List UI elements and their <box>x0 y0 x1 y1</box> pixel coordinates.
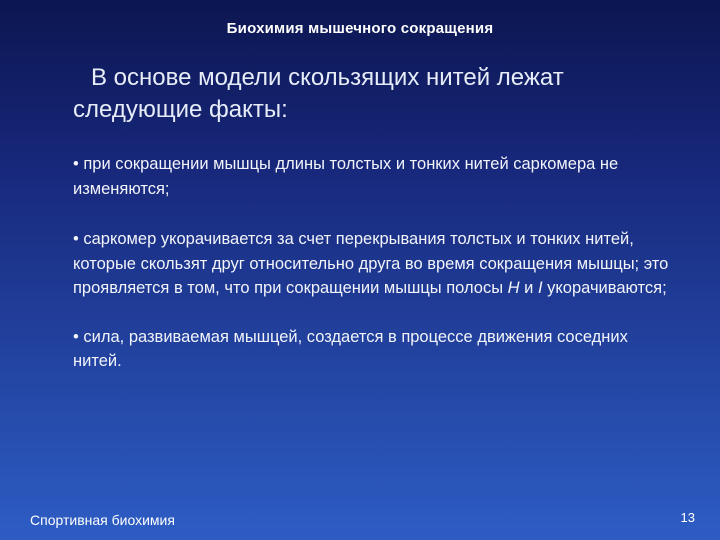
footer-course-name: Спортивная биохимия <box>30 512 175 528</box>
bullet-text-and: и <box>519 279 538 297</box>
bullet-marker: • <box>73 230 79 248</box>
bullet-text: при сокращении мышцы длины толстых и тонких нитей саркомера не изменяются; <box>73 155 619 198</box>
lead-paragraph <box>73 62 693 126</box>
lead-text: В основе модели скользящих нитей лежат следующие факты: <box>73 64 564 123</box>
bullet-text-after: укорачиваются; <box>542 279 667 297</box>
page-number: 13 <box>680 510 695 525</box>
bullet-marker: • <box>73 155 79 173</box>
bullet-list <box>73 152 673 400</box>
bullet-item <box>73 325 673 374</box>
bullet-item <box>73 152 673 201</box>
bullet-text: сила, развиваемая мышцей, создается в процессе движения соседних нитей. <box>73 327 628 370</box>
bullet-marker: • <box>73 327 79 346</box>
band-i-label: I <box>537 279 543 297</box>
bullet-item <box>73 227 673 301</box>
bullet-text-before: саркомер укорачивается за счет перекрывания толстых и тонких нитей, которые скользят друг относительно друга во время сокращения мышцы; это проявляется в том, что при сокращении мышцы полосы <box>73 230 669 297</box>
slide-header-title: Биохимия мышечного сокращения <box>226 20 494 37</box>
band-h-label: H <box>507 279 520 297</box>
